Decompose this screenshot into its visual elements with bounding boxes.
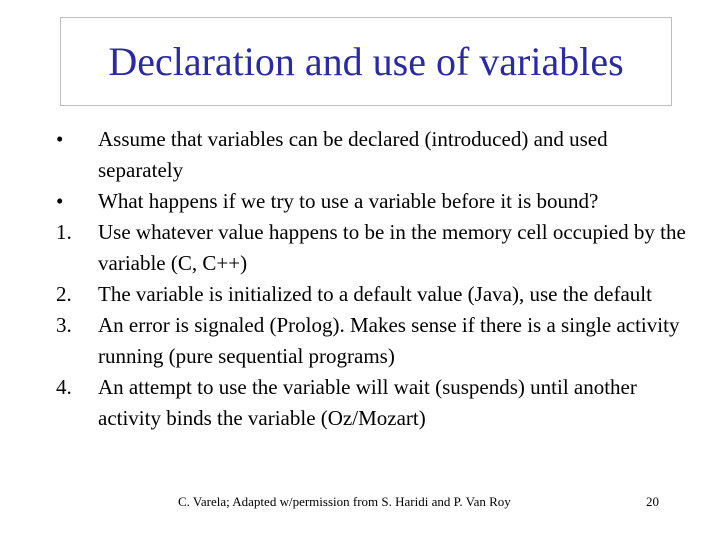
number-marker: 1. bbox=[56, 220, 72, 244]
number-marker: 4. bbox=[56, 375, 72, 399]
list-item-text: An attempt to use the variable will wait (suspends) until another activity binds the variable (Oz/Mozart) bbox=[98, 375, 637, 430]
list-item bbox=[56, 372, 696, 434]
list-item-text: What happens if we try to use a variable before it is bound? bbox=[98, 189, 599, 213]
list-item bbox=[56, 279, 696, 310]
list-item-text: The variable is initialized to a default value (Java), use the default bbox=[98, 282, 652, 306]
footer-credit: C. Varela; Adapted w/permission from S. Haridi and P. Van Roy bbox=[178, 494, 511, 509]
number-marker: 3. bbox=[56, 313, 72, 337]
page-number: 20 bbox=[646, 494, 659, 509]
list-item-text: Assume that variables can be declared (introduced) and used separately bbox=[98, 127, 608, 182]
bullet-marker: • bbox=[56, 127, 64, 151]
list-item bbox=[56, 124, 696, 186]
list-item bbox=[56, 186, 696, 217]
list-item bbox=[56, 310, 696, 372]
number-marker: 2. bbox=[56, 282, 72, 306]
title-box bbox=[60, 17, 672, 106]
list-item-text: Use whatever value happens to be in the memory cell occupied by the variable (C, C++) bbox=[98, 220, 686, 275]
bullet-marker: • bbox=[56, 189, 64, 213]
list-item-text: An error is signaled (Prolog). Makes sense if there is a single activity running (pure sequential programs) bbox=[98, 313, 680, 368]
bullet-list bbox=[56, 124, 696, 434]
slide-title: Declaration and use of variables bbox=[108, 39, 624, 84]
list-item bbox=[56, 217, 696, 279]
